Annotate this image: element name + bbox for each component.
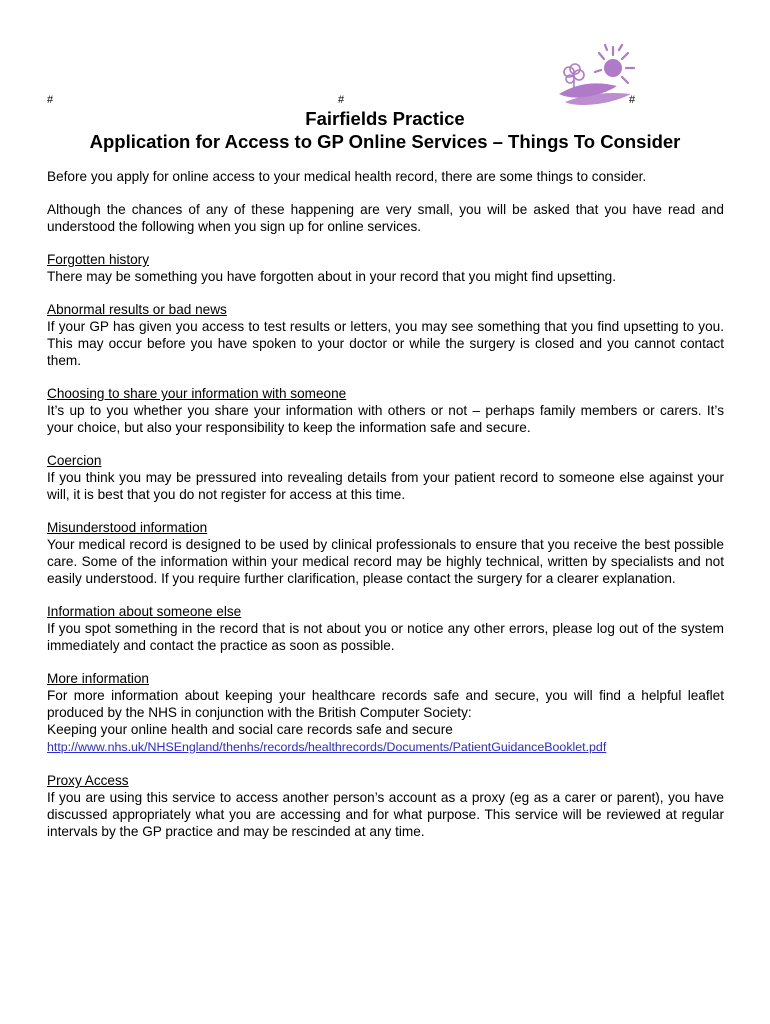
section-heading: More information	[47, 671, 149, 686]
section-heading: Proxy Access	[47, 773, 129, 788]
section-body: There may be something you have forgotten about in your record that you might find upsetting.	[47, 269, 617, 284]
section-body: If you are using this service to access another person’s account as a proxy (eg as a carer or parent), you have discussed appropriately what you are accessing and for what purpose. This service will be reviewed at regular intervals by the GP practice and may be rescinded at any time.	[47, 790, 724, 839]
section-proxy-access	[47, 772, 724, 840]
leaflet-title: Keeping your online health and social care records safe and secure	[47, 722, 453, 737]
section-body: If you think you may be pressured into revealing details from your patient record to someone else against your will, it is best that you do not register for access at this time.	[47, 470, 724, 502]
hash-mark-left: #	[47, 94, 54, 106]
practice-logo	[555, 42, 635, 108]
section-body: It’s up to you whether you share your information with others or not – perhaps family members or carers. It’s your choice, but also your responsibility to keep the information safe and secure.	[47, 403, 724, 435]
section-heading: Misunderstood information	[47, 520, 208, 535]
section-body: If you spot something in the record that is not about you or notice any other errors, please log out of the system immediately and contact the practice as soon as possible.	[47, 621, 724, 653]
intro-paragraph: Although the chances of any of these happening are very small, you will be asked that you have read and understood the following when you sign up for online services.	[47, 202, 724, 234]
section-coercion	[47, 452, 724, 503]
document-body	[47, 168, 724, 856]
section-sharing-information	[47, 385, 724, 436]
section-misunderstood-information	[47, 519, 724, 587]
section-abnormal-results	[47, 301, 724, 369]
hash-mark-right: #	[629, 94, 636, 106]
section-more-information	[47, 670, 724, 756]
intro-paragraph: Before you apply for online access to your medical health record, there are some things to consider.	[47, 169, 647, 184]
leaflet-link[interactable]: http://www.nhs.uk/NHSEngland/thenhs/records/healthrecords/Documents/PatientGuidanceBooklet.pdf	[47, 740, 607, 754]
section-heading: Abnormal results or bad news	[47, 302, 227, 317]
document-title: Application for Access to GP Online Services – Things To Consider	[89, 131, 681, 152]
section-heading: Choosing to share your information with someone	[47, 386, 347, 401]
section-body: If your GP has given you access to test results or letters, you may see something that you find upsetting to you. This may occur before you have spoken to your doctor or while the surgery is closed and you cannot contact them.	[47, 319, 724, 368]
section-body: For more information about keeping your healthcare records safe and secure, you will find a helpful leaflet produced by the NHS in conjunction with the British Computer Society:	[47, 688, 724, 720]
section-body: Your medical record is designed to be used by clinical professionals to ensure that you receive the best possible care. Some of the information within your medical record may be highly technical, written by specialists and not easily understood. If you require further clarification, please contact the surgery for a clearer explanation.	[47, 537, 724, 586]
section-heading: Coercion	[47, 453, 102, 468]
section-heading: Forgotten history	[47, 252, 149, 267]
section-heading: Information about someone else	[47, 604, 242, 619]
section-information-about-someone-else	[47, 603, 724, 654]
practice-name: Fairfields Practice	[305, 108, 465, 129]
section-forgotten-history	[47, 251, 724, 285]
hash-mark-center: #	[338, 94, 345, 106]
